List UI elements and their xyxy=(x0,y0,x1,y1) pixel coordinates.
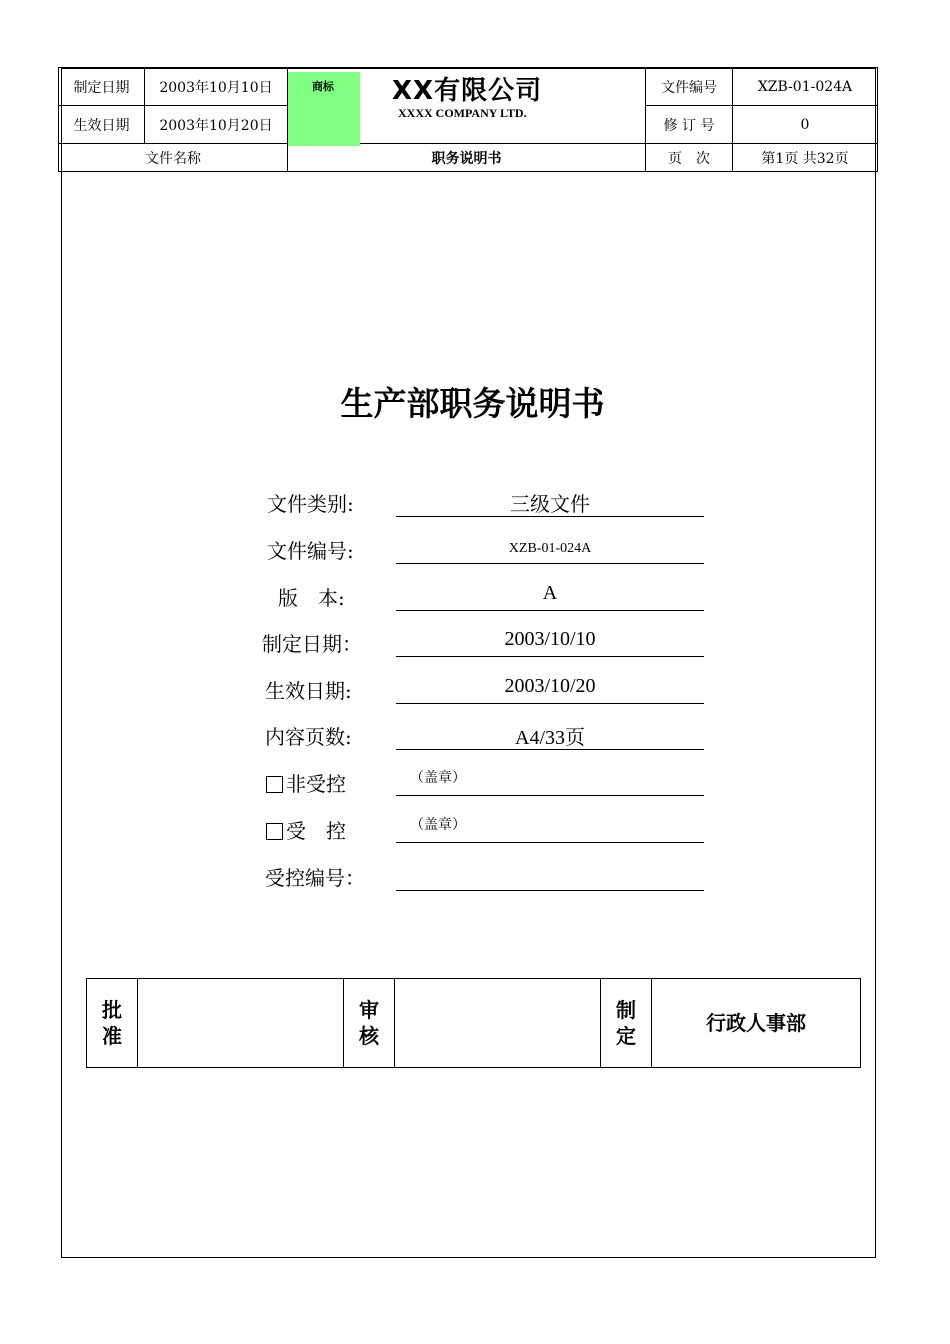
control-number-field[interactable] xyxy=(396,862,704,891)
info-label: 生效日期: xyxy=(265,679,352,703)
document-header-table xyxy=(58,67,878,172)
info-row-page-count xyxy=(0,721,950,761)
info-row-control-number xyxy=(0,862,950,902)
info-row-category xyxy=(0,488,950,528)
info-label: 受控编号： xyxy=(265,866,365,890)
issue-date-label: 制定日期 xyxy=(59,68,145,106)
file-name-label: 文件名称 xyxy=(59,144,288,172)
info-label: 受 控 xyxy=(286,819,346,843)
file-name-value: 职务说明书 xyxy=(288,144,646,172)
approve-label: 批准 xyxy=(87,979,138,1068)
info-label: 制定日期： xyxy=(262,632,362,656)
info-value: 三级文件 xyxy=(396,488,704,517)
effective-date-label: 生效日期 xyxy=(59,106,145,144)
effective-date-value: 2003年10月20日 xyxy=(145,106,288,144)
issue-date-value: 2003年10月10日 xyxy=(145,68,288,106)
info-row-controlled xyxy=(0,815,950,855)
review-field[interactable] xyxy=(395,979,601,1068)
info-row-effective-date xyxy=(0,675,950,715)
doc-number-value: XZB-01-024A xyxy=(733,68,878,106)
info-row-issue-date xyxy=(0,628,950,668)
doc-number-label: 文件编号 xyxy=(646,68,733,106)
info-row-uncontrolled xyxy=(0,768,950,808)
stamp-placeholder: （盖章） xyxy=(396,768,704,796)
controlled-option[interactable] xyxy=(266,815,396,844)
info-label: 文件编号: xyxy=(267,539,354,563)
info-value: 2003/10/10 xyxy=(396,628,704,657)
signature-table xyxy=(86,978,861,1068)
info-label: 非受控 xyxy=(286,772,346,796)
prepare-label: 制定 xyxy=(601,979,652,1068)
info-value: XZB-01-024A xyxy=(396,535,704,564)
page-label: 页 次 xyxy=(646,144,733,172)
main-title: 生产部职务说明书 xyxy=(340,384,605,423)
uncontrolled-option[interactable] xyxy=(266,768,396,797)
info-label: 文件类别: xyxy=(267,492,354,516)
uncontrolled-checkbox[interactable] xyxy=(266,776,283,793)
controlled-checkbox[interactable] xyxy=(266,823,283,840)
revision-value: 0 xyxy=(733,106,878,144)
review-label: 审核 xyxy=(344,979,395,1068)
info-value: A xyxy=(396,582,704,611)
company-name-cn: XX有限公司 xyxy=(392,76,543,106)
info-value: A4/33页 xyxy=(396,721,704,750)
stamp-placeholder: （盖章） xyxy=(396,815,704,843)
info-label: 内容页数: xyxy=(265,725,352,749)
company-name-en: XXXX COMPANY LTD. xyxy=(398,106,527,120)
logo-label: 商标 xyxy=(312,80,334,93)
page-value: 第1页 共32页 xyxy=(733,144,878,172)
info-row-doc-number xyxy=(0,535,950,575)
info-row-version xyxy=(0,582,950,622)
approve-field[interactable] xyxy=(138,979,344,1068)
info-value: 2003/10/20 xyxy=(396,675,704,704)
company-cell xyxy=(288,68,646,144)
prepare-value: 行政人事部 xyxy=(652,979,861,1068)
info-label: 版 本: xyxy=(278,586,345,610)
revision-label: 修 订 号 xyxy=(646,106,733,144)
